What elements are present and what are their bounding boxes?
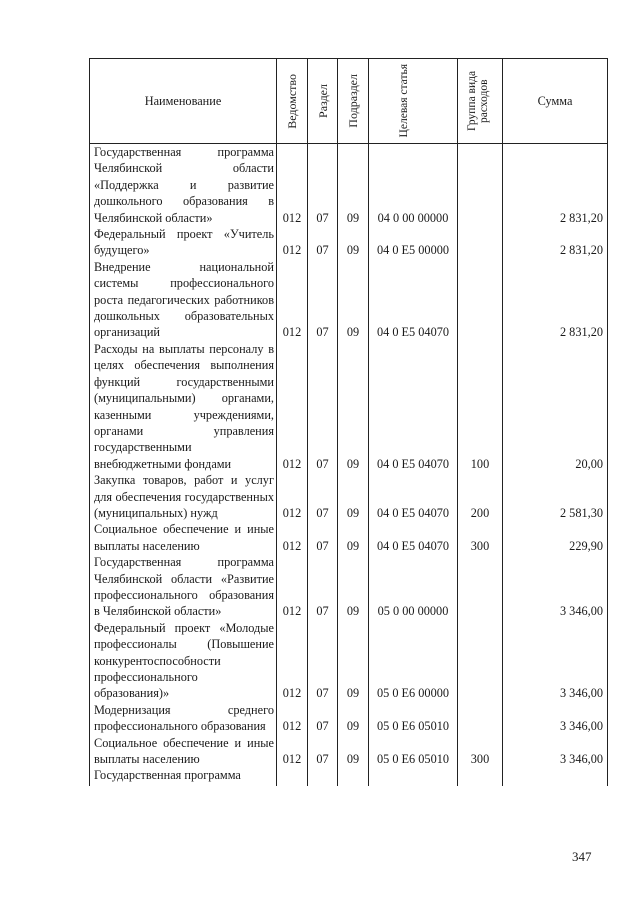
header-vedomstvo: Ведомство [285, 73, 299, 129]
cell-celevaya: 04 0 Е5 04070 [369, 341, 458, 472]
cell-name: Государственная программа Челябинской области «Развитие профессионального образования в Челябинской области» [90, 554, 277, 620]
table-row [90, 521, 608, 554]
cell-gruppa: 200 [458, 472, 503, 521]
header-podrazdel: Подраздел [346, 74, 360, 128]
cell-gruppa [458, 767, 503, 785]
cell-vedomstvo: 012 [277, 521, 308, 554]
cell-name: Государственная программа [90, 767, 277, 785]
cell-razdel: 07 [308, 702, 338, 735]
cell-celevaya: 05 0 Е6 05010 [369, 735, 458, 768]
cell-name: Социальное обеспечение и иные выплаты населению [90, 735, 277, 768]
cell-podrazdel: 09 [338, 702, 369, 735]
cell-celevaya: 04 0 00 00000 [369, 144, 458, 227]
cell-vedomstvo: 012 [277, 472, 308, 521]
cell-summa: 2 581,30 [503, 472, 608, 521]
cell-name: Закупка товаров, работ и услуг для обеспечения государственных (муниципальных) нужд [90, 472, 277, 521]
header-summa: Сумма [503, 59, 608, 144]
cell-razdel: 07 [308, 144, 338, 227]
header-celevaya: Целевая статья [398, 64, 410, 138]
table-row [90, 767, 608, 785]
cell-celevaya: 04 0 Е5 04070 [369, 521, 458, 554]
cell-razdel: 07 [308, 472, 338, 521]
cell-podrazdel: 09 [338, 735, 369, 768]
cell-gruppa [458, 226, 503, 259]
cell-celevaya: 05 0 Е6 00000 [369, 620, 458, 702]
budget-table [89, 58, 608, 786]
cell-razdel: 07 [308, 226, 338, 259]
cell-gruppa [458, 144, 503, 227]
table-row [90, 702, 608, 735]
header-gruppa-cell [458, 59, 503, 144]
table-row [90, 472, 608, 521]
table-header [90, 59, 608, 144]
cell-vedomstvo: 012 [277, 226, 308, 259]
cell-podrazdel: 09 [338, 226, 369, 259]
cell-podrazdel: 09 [338, 259, 369, 341]
cell-summa: 3 346,00 [503, 702, 608, 735]
cell-summa: 3 346,00 [503, 620, 608, 702]
cell-name: Федеральный проект «Учитель будущего» [90, 226, 277, 259]
cell-celevaya: 04 0 Е5 04070 [369, 259, 458, 341]
cell-summa: 20,00 [503, 341, 608, 472]
cell-gruppa: 300 [458, 735, 503, 768]
table-row [90, 259, 608, 341]
cell-razdel: 07 [308, 341, 338, 472]
header-name: Наименование [90, 59, 277, 144]
table-row [90, 620, 608, 702]
cell-celevaya: 05 0 Е6 05010 [369, 702, 458, 735]
cell-vedomstvo: 012 [277, 341, 308, 472]
cell-name: Социальное обеспечение и иные выплаты населению [90, 521, 277, 554]
cell-summa: 2 831,20 [503, 259, 608, 341]
cell-summa: 2 831,20 [503, 226, 608, 259]
page-number: 347 [572, 849, 592, 864]
cell-gruppa [458, 554, 503, 620]
cell-celevaya [369, 767, 458, 785]
cell-vedomstvo: 012 [277, 259, 308, 341]
header-razdel-cell [308, 59, 338, 144]
header-razdel: Раздел [315, 84, 330, 118]
cell-summa: 2 831,20 [503, 144, 608, 227]
cell-podrazdel [338, 767, 369, 785]
cell-name: Внедрение национальной системы профессионального роста педагогических работников дошкольных образовательных организаций [90, 259, 277, 341]
cell-razdel: 07 [308, 521, 338, 554]
cell-podrazdel: 09 [338, 554, 369, 620]
table-row [90, 144, 608, 227]
cell-name: Модернизация среднего профессионального образования [90, 702, 277, 735]
cell-gruppa [458, 702, 503, 735]
cell-razdel: 07 [308, 620, 338, 702]
cell-razdel: 07 [308, 259, 338, 341]
header-gruppa: Группа вида расходов [466, 70, 490, 132]
cell-gruppa [458, 259, 503, 341]
cell-podrazdel: 09 [338, 341, 369, 472]
cell-razdel: 07 [308, 735, 338, 768]
cell-celevaya: 04 0 Е5 00000 [369, 226, 458, 259]
header-podrazdel-cell [338, 59, 369, 144]
cell-vedomstvo: 012 [277, 735, 308, 768]
table-row [90, 226, 608, 259]
cell-summa: 229,90 [503, 521, 608, 554]
header-vedomstvo-cell [277, 59, 308, 144]
cell-podrazdel: 09 [338, 521, 369, 554]
cell-summa: 3 346,00 [503, 554, 608, 620]
cell-gruppa [458, 620, 503, 702]
header-celevaya-cell [369, 59, 458, 144]
cell-vedomstvo: 012 [277, 702, 308, 735]
cell-vedomstvo: 012 [277, 554, 308, 620]
cell-gruppa: 300 [458, 521, 503, 554]
cell-vedomstvo: 012 [277, 620, 308, 702]
cell-gruppa: 100 [458, 341, 503, 472]
cell-vedomstvo: 012 [277, 144, 308, 227]
table-body [90, 144, 608, 786]
cell-name: Федеральный проект «Молодые профессионалы (Повышение конкурентоспособности профессионального образования)» [90, 620, 277, 702]
table-row [90, 735, 608, 768]
cell-podrazdel: 09 [338, 472, 369, 521]
cell-celevaya: 05 0 00 00000 [369, 554, 458, 620]
cell-name: Государственная программа Челябинской области «Поддержка и развитие дошкольного образования в Челябинской области» [90, 144, 277, 227]
cell-name: Расходы на выплаты персоналу в целях обеспечения выполнения функций государственными (муниципальными) органами, казенными учреждениями, органами управления государственными внебюджетными фондами [90, 341, 277, 472]
cell-summa [503, 767, 608, 785]
cell-razdel [308, 767, 338, 785]
cell-razdel: 07 [308, 554, 338, 620]
table-row [90, 554, 608, 620]
cell-summa: 3 346,00 [503, 735, 608, 768]
cell-podrazdel: 09 [338, 620, 369, 702]
cell-podrazdel: 09 [338, 144, 369, 227]
cell-vedomstvo [277, 767, 308, 785]
cell-celevaya: 04 0 Е5 04070 [369, 472, 458, 521]
table-row [90, 341, 608, 472]
